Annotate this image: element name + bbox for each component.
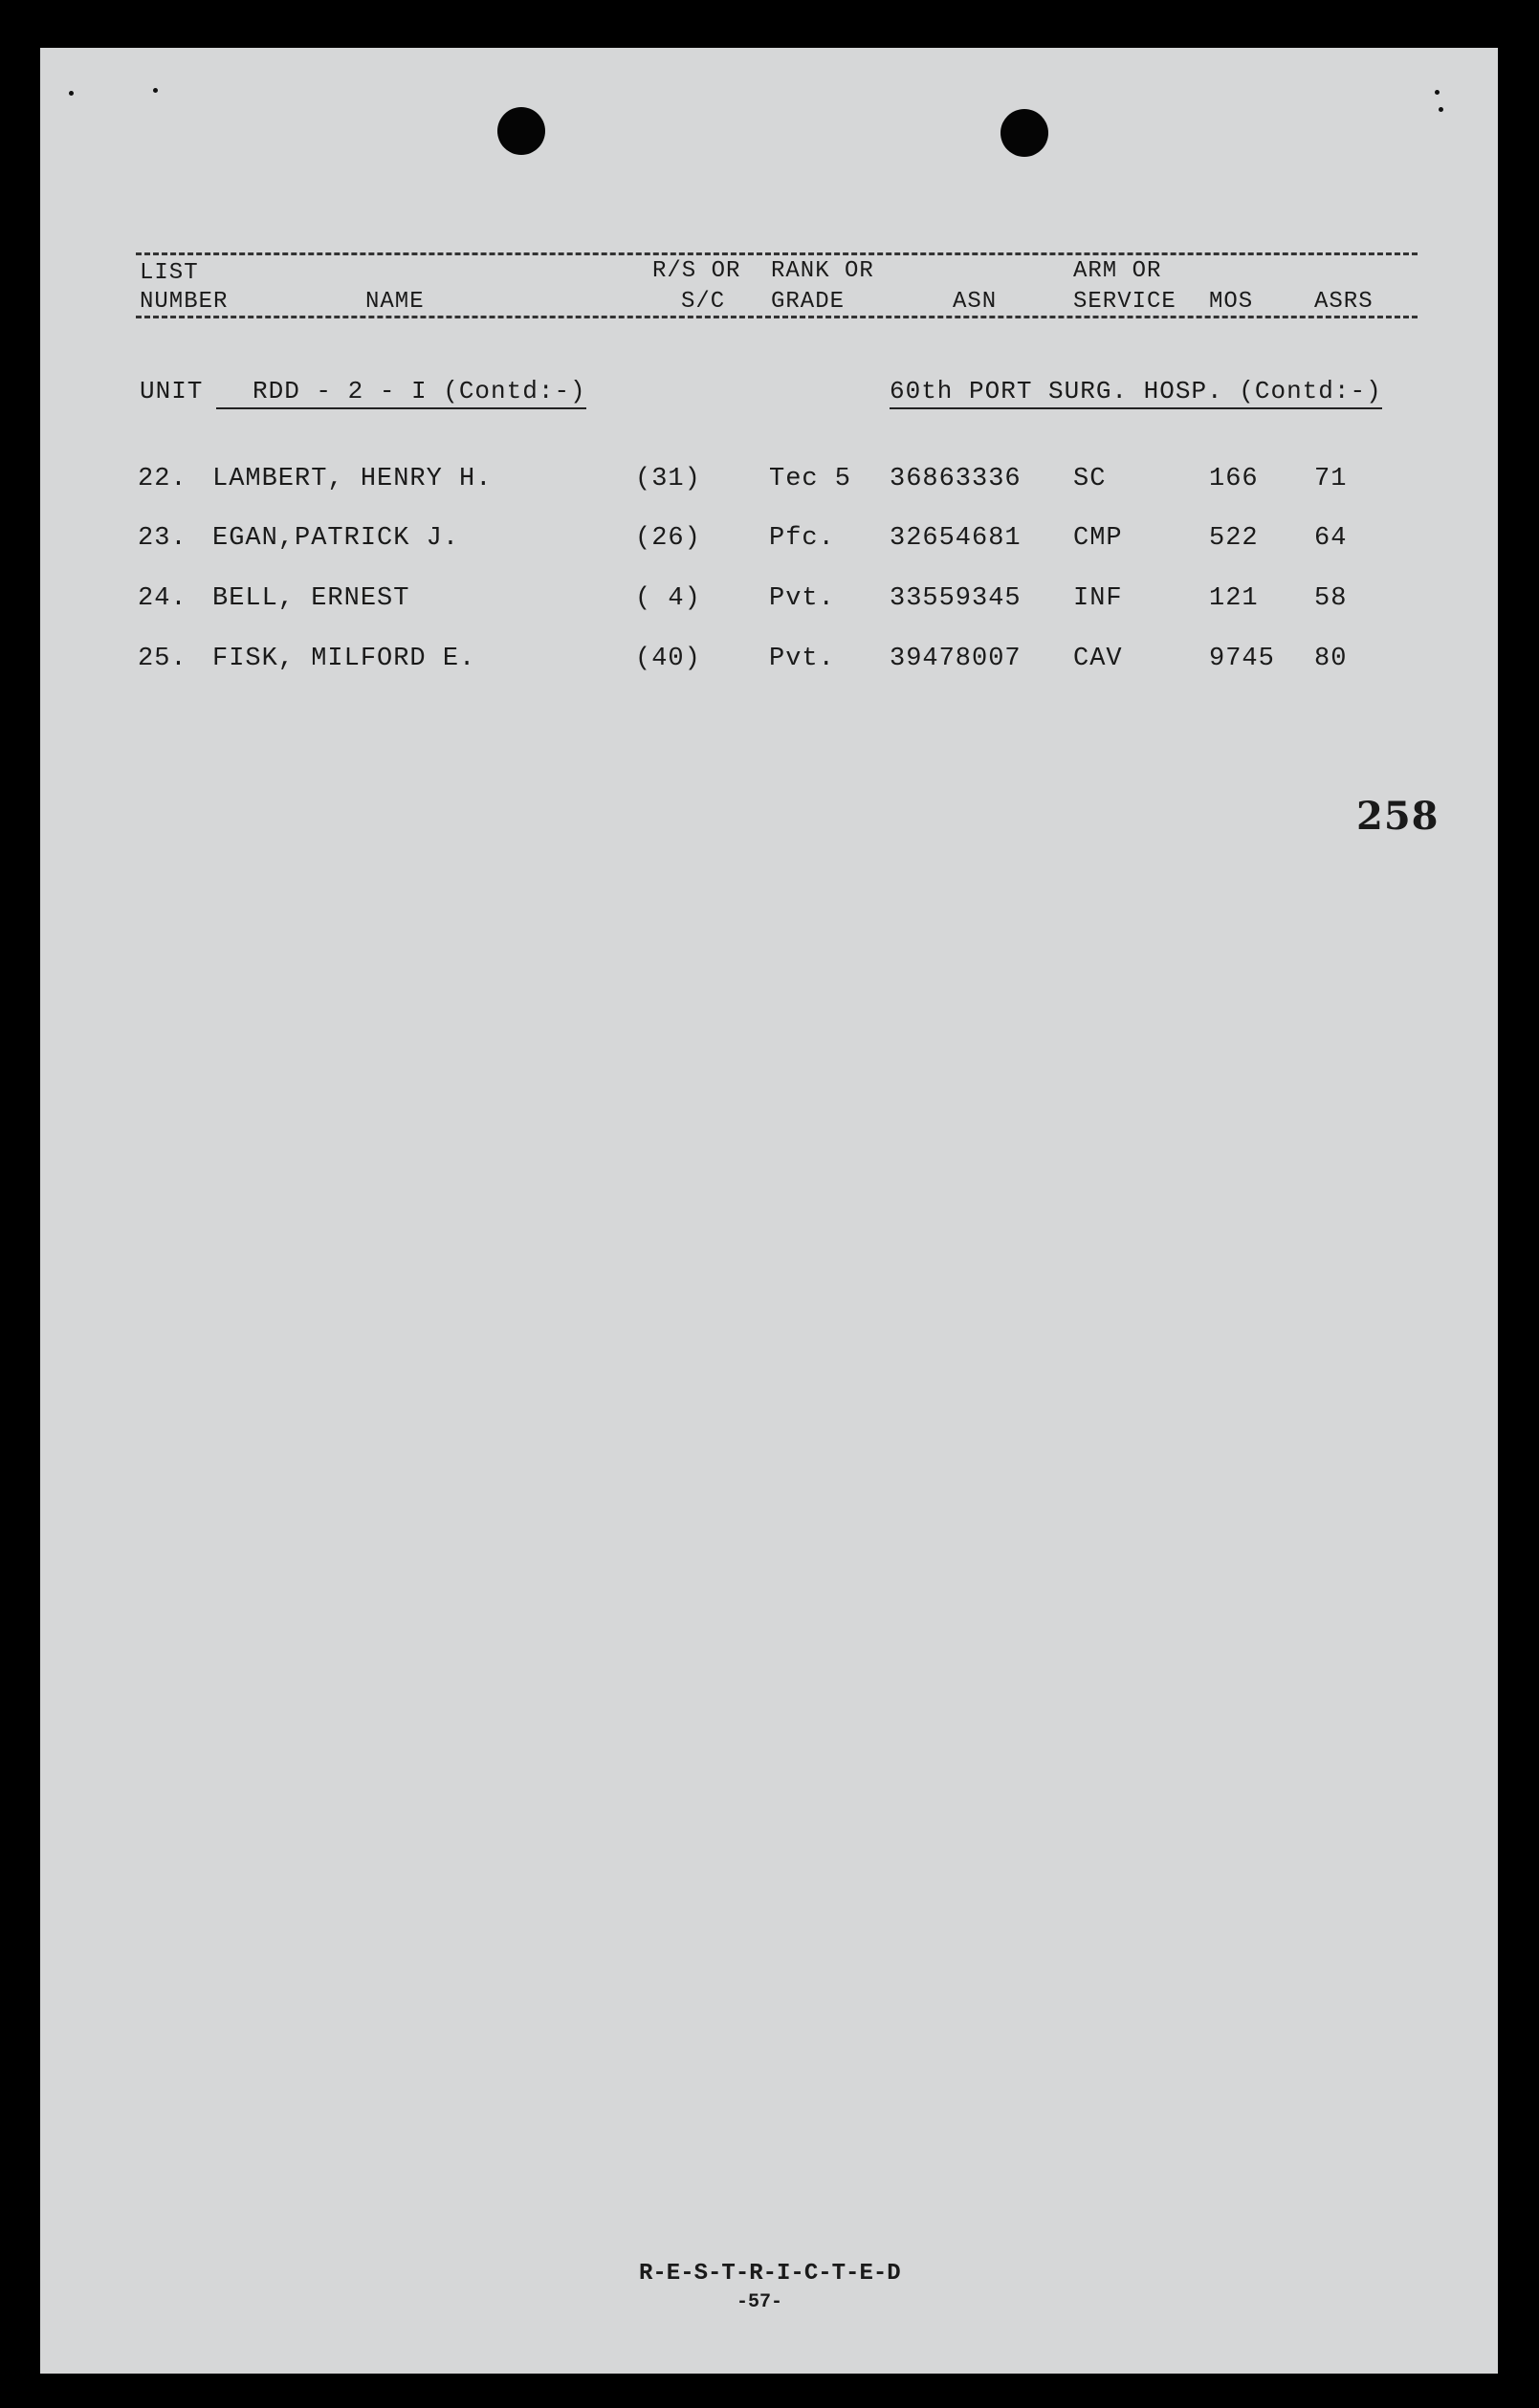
unit-label: UNIT — [140, 377, 204, 405]
row-arm: CMP — [1073, 524, 1123, 553]
header-rank-bottom: GRADE — [771, 289, 846, 315]
row-arm: SC — [1073, 465, 1107, 493]
row-number: 24. — [138, 584, 187, 613]
row-asrs: 64 — [1314, 524, 1348, 553]
row-mos: 9745 — [1209, 645, 1275, 673]
header-list: LIST — [140, 260, 199, 286]
header-name: NAME — [365, 289, 425, 315]
unit-value: RDD - 2 - I (Contd:-) — [216, 377, 586, 409]
row-rank: Pvt. — [769, 584, 835, 613]
header-bottom-rule — [136, 316, 1418, 318]
row-number: 25. — [138, 645, 187, 673]
header-rank-top: RANK OR — [771, 258, 874, 284]
row-arm: CAV — [1073, 645, 1123, 673]
punch-hole-left — [497, 107, 545, 155]
row-rank: Tec 5 — [769, 465, 852, 493]
row-asn: 32654681 — [890, 524, 1022, 553]
footer-restricted: R-E-S-T-R-I-C-T-E-D — [639, 2261, 901, 2287]
row-number: 23. — [138, 524, 187, 553]
row-asrs: 80 — [1314, 645, 1348, 673]
unit-right-heading: 60th PORT SURG. HOSP. (Contd:-) — [890, 377, 1382, 409]
header-number: NUMBER — [140, 289, 229, 315]
row-rank: Pfc. — [769, 524, 835, 553]
row-rs: (40) — [635, 645, 701, 673]
row-name: FISK, MILFORD E. — [212, 645, 476, 673]
row-mos: 166 — [1209, 465, 1259, 493]
header-rs-top: R/S OR — [652, 258, 741, 284]
row-mos: 522 — [1209, 524, 1259, 553]
document-page — [40, 48, 1498, 2374]
row-mos: 121 — [1209, 584, 1259, 613]
header-arm-top: ARM OR — [1073, 258, 1162, 284]
row-name: LAMBERT, HENRY H. — [212, 465, 493, 493]
row-number: 22. — [138, 465, 187, 493]
row-rs: ( 4) — [635, 584, 701, 613]
footer-page-number: -57- — [737, 2291, 783, 2313]
stamp-number: 258 — [1356, 794, 1440, 839]
row-rank: Pvt. — [769, 645, 835, 673]
header-asrs: ASRS — [1314, 289, 1374, 315]
header-top-rule — [136, 252, 1418, 255]
row-name: BELL, ERNEST — [212, 584, 410, 613]
speck — [69, 91, 74, 96]
header-arm-bottom: SERVICE — [1073, 289, 1176, 315]
speck — [153, 88, 158, 93]
row-asrs: 58 — [1314, 584, 1348, 613]
row-asrs: 71 — [1314, 465, 1348, 493]
header-asn: ASN — [953, 289, 998, 315]
row-asn: 36863336 — [890, 465, 1022, 493]
speck — [1439, 107, 1443, 112]
row-rs: (26) — [635, 524, 701, 553]
row-asn: 39478007 — [890, 645, 1022, 673]
row-arm: INF — [1073, 584, 1123, 613]
punch-hole-right — [1000, 109, 1048, 157]
header-mos: MOS — [1209, 289, 1254, 315]
row-asn: 33559345 — [890, 584, 1022, 613]
row-rs: (31) — [635, 465, 701, 493]
speck — [1435, 90, 1440, 95]
row-name: EGAN,PATRICK J. — [212, 524, 460, 553]
header-rs-bottom: S/C — [681, 289, 726, 315]
